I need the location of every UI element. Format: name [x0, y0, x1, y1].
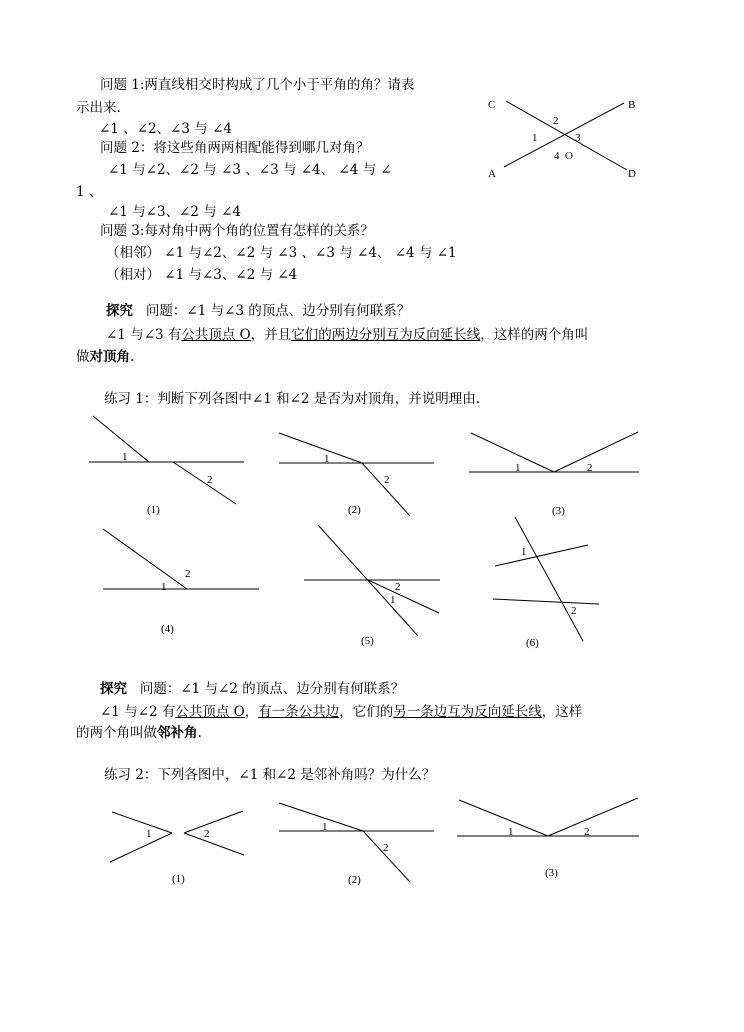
angle-label-1: 1: [508, 826, 514, 838]
explore1-question: 问题：∠1 与∠3 的顶点、边分别有何联系？: [145, 303, 411, 319]
angle-label-2: 2: [185, 568, 191, 580]
ray-angle-2: [363, 831, 410, 882]
angle-label-2: 2: [571, 605, 577, 617]
q2-line1: 问题 2：将这些角两两相配能得到哪几对角？: [100, 140, 370, 156]
q1-line1: 问题 1:两直线相交时构成了几个小于平角的角？请表: [100, 77, 415, 93]
angle-label-4: 4: [554, 150, 560, 162]
explore1-text-c: ，这样的两个角叫: [480, 327, 589, 343]
explore1-text-d: 做: [76, 349, 90, 365]
angle-label-2: 2: [584, 826, 590, 838]
ray-angle-1: [279, 803, 363, 831]
q3-opposite: （相对） ∠1 与∠3、∠2 与 ∠4: [106, 267, 298, 283]
q3-line1: 问题 3:每对角中两个角的位置有怎样的关系？: [100, 223, 374, 239]
angle-label-2: 2: [384, 474, 390, 486]
label-A: A: [488, 168, 496, 180]
explore1-label: 探究: [106, 303, 133, 319]
ray-angle-2: [548, 798, 638, 836]
ex2-figure-3: [457, 798, 639, 879]
explore2-text-b: ，: [244, 704, 259, 720]
angle-label-1: 1: [515, 462, 521, 474]
extra-ray: [368, 580, 439, 613]
ray-angle-1: [93, 416, 149, 462]
caption-1: (1): [172, 873, 185, 885]
angle-label-1: 1: [521, 546, 527, 558]
label-B: B: [628, 99, 636, 111]
explore2-text-e: 的两个角叫做: [76, 725, 157, 741]
angle-label-1: 1: [322, 821, 328, 833]
angle-label-2: 2: [204, 828, 210, 840]
q2-answer-wrap: 1 、: [76, 184, 103, 200]
explore1-text-b: ，并且: [250, 327, 292, 343]
q1-answer: ∠1 、∠2、∠3 与 ∠4: [99, 121, 232, 137]
ray-lower-right: [184, 833, 244, 855]
caption-1: (1): [147, 504, 160, 516]
caption-3: (3): [552, 505, 565, 517]
explore1-text-e: .: [130, 349, 135, 365]
term-vertical-angles: 对顶角: [89, 349, 130, 365]
explore2-underline-common-side: 有一条公共边: [258, 704, 340, 720]
caption-2: (2): [348, 504, 361, 516]
angle-label-2: 2: [207, 474, 213, 486]
explore2-text-d: ，这样: [541, 704, 583, 720]
q2-answer-line2: ∠1 与∠3、∠2 与 ∠4: [108, 204, 241, 220]
angle-label-1: 1: [146, 828, 152, 840]
ray-angle-2: [362, 463, 410, 516]
term-supplementary-adjacent-angles: 邻补角: [157, 725, 198, 741]
ex1-figure-4: [103, 529, 259, 635]
ray-angle-1: [471, 433, 554, 472]
ray-upper-left: [112, 812, 172, 833]
ex1-figure-1: [89, 416, 244, 516]
angle-label-2: 2: [395, 581, 401, 593]
top-intersecting-lines-figure: [488, 99, 636, 180]
ray-lower-left: [110, 833, 172, 862]
explore2-text-a: ∠1 与∠2 有: [100, 704, 176, 720]
ray-angle-2: [173, 462, 236, 504]
explore1-underline-sides: 它们的两边分别互为反向延长线: [291, 327, 481, 343]
q1-line2: 示出来.: [76, 100, 121, 116]
explore1-underline-vertex: 公共顶点 O: [181, 327, 251, 343]
ex1-figure-2: [279, 433, 434, 516]
ray-angle-2: [554, 432, 638, 472]
angle-label-1: 1: [390, 594, 396, 606]
angle-label-2: 2: [587, 462, 593, 474]
explore2-underline-vertex: 公共顶点 O: [175, 704, 245, 720]
caption-3: (3): [545, 867, 558, 879]
angle-label-1: 1: [532, 132, 538, 144]
lower-line: [493, 599, 599, 604]
point-O-label: O: [565, 150, 573, 162]
transversal-line: [515, 517, 583, 641]
upper-line: [495, 545, 588, 566]
angle-label-2: 2: [553, 115, 559, 127]
caption-4: (4): [161, 623, 174, 635]
angle-label-1: 1: [161, 581, 167, 593]
ex1-figure-3: [469, 432, 639, 517]
ray-angle-1-and-2: [103, 529, 187, 589]
exercise2-title: 练习 2：下列各图中，∠1 和∠2 是邻补角吗？为什么？: [104, 767, 436, 783]
ex1-figure-6: [493, 517, 599, 649]
ray-upper-right: [184, 811, 243, 833]
caption-5: (5): [361, 635, 374, 647]
q3-adjacent: （相邻） ∠1 与∠2、∠2 与 ∠3 、∠3 与 ∠4、 ∠4 与 ∠1: [106, 245, 457, 261]
ex1-figure-5: [304, 525, 440, 647]
line-AB: [504, 103, 624, 167]
explore2-underline-other-side: 另一条边互为反向延长线: [393, 704, 542, 720]
ray-angle-1: [459, 800, 548, 836]
angle-label-1: 1: [324, 453, 330, 465]
explore2-text-c: ，它们的: [339, 704, 394, 720]
ray-angle-1: [279, 433, 362, 463]
angle-label-3: 3: [575, 132, 581, 144]
explore2-label: 探究: [100, 681, 127, 697]
caption-6: (6): [526, 637, 539, 649]
angle-label-1: 1: [122, 451, 128, 463]
label-C: C: [488, 99, 496, 111]
exercise1-title: 练习 1：判断下列各图中∠1 和∠2 是否为对顶角，并说明理由.: [104, 391, 481, 407]
ex2-figure-2: [279, 803, 434, 886]
ex2-figure-1: [110, 811, 244, 885]
angle-label-2: 2: [383, 842, 389, 854]
explore2-text-f: .: [197, 725, 202, 741]
explore1-text-a: ∠1 与∠3 有: [106, 327, 182, 343]
caption-2: (2): [348, 874, 361, 886]
q2-answer-line: ∠1 与∠2、∠2 与 ∠3 、∠3 与 ∠4、 ∠4 与 ∠: [108, 162, 392, 178]
explore2-question: 问题：∠1 与∠2 的顶点、边分别有何联系？: [139, 681, 405, 697]
label-D: D: [628, 168, 636, 180]
